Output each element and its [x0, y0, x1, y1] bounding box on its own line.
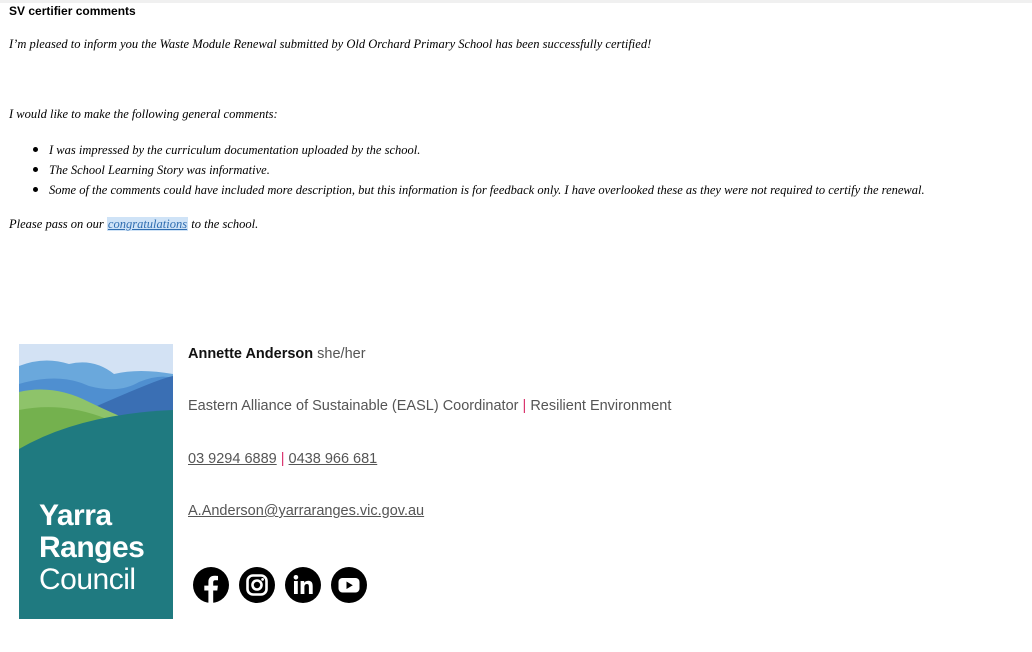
bullet-icon — [33, 147, 38, 152]
closing-text-start: Please pass on our — [9, 217, 107, 231]
comments-list — [0, 142, 925, 202]
facebook-icon[interactable] — [193, 567, 229, 603]
closing-paragraph — [9, 217, 258, 232]
signature-email-line — [188, 503, 424, 519]
signature-pronouns: she/her — [317, 346, 366, 362]
list-item-text: The School Learning Story was informative. — [49, 163, 270, 177]
mobile-phone-link[interactable]: 0438 966 681 — [288, 451, 378, 467]
signature-name-line — [188, 346, 366, 362]
intro-paragraph: I’m pleased to inform you the Waste Module Renewal submitted by Old Orchard Primary School has been successfully certified! — [9, 37, 652, 51]
yarra-ranges-council-logo — [19, 344, 173, 619]
congratulations-link[interactable]: congratulations — [107, 217, 188, 231]
social-links — [193, 567, 367, 603]
email-link[interactable]: A.Anderson@yarraranges.vic.gov.au — [188, 503, 425, 519]
separator: | — [522, 398, 527, 414]
list-item-text: Some of the comments could have included more description, but this information is for feedback only. I have overlooked these as they were not required to certify the renewal. — [49, 183, 925, 197]
instagram-icon[interactable] — [239, 567, 275, 603]
linkedin-icon[interactable] — [285, 567, 321, 603]
list-item — [0, 142, 925, 162]
closing-text-end: to the school. — [188, 217, 259, 231]
list-item — [0, 162, 925, 182]
comments-heading: SV certifier comments — [9, 4, 136, 18]
signature-phone-line — [188, 451, 377, 467]
signature-role: Eastern Alliance of Sustainable (EASL) Coordinator — [188, 398, 519, 414]
logo-word-council: Council — [39, 563, 136, 596]
list-item-text: I was impressed by the curriculum documentation uploaded by the school. — [49, 143, 421, 157]
signature-department: Resilient Environment — [530, 398, 672, 414]
office-phone-link[interactable]: 03 9294 6889 — [188, 451, 277, 467]
signature-role-line — [188, 398, 671, 414]
bullet-icon — [33, 187, 38, 192]
youtube-icon[interactable] — [331, 567, 367, 603]
separator: | — [280, 451, 285, 467]
top-divider — [0, 0, 1032, 3]
logo-wordmark — [39, 500, 144, 596]
list-item — [0, 182, 925, 202]
logo-word-ranges: Ranges — [39, 531, 145, 564]
signature-name: Annette Anderson — [188, 346, 314, 362]
logo-word-yarra: Yarra — [39, 499, 112, 532]
bullet-icon — [33, 167, 38, 172]
general-comments-paragraph: I would like to make the following general comments: — [9, 107, 278, 121]
